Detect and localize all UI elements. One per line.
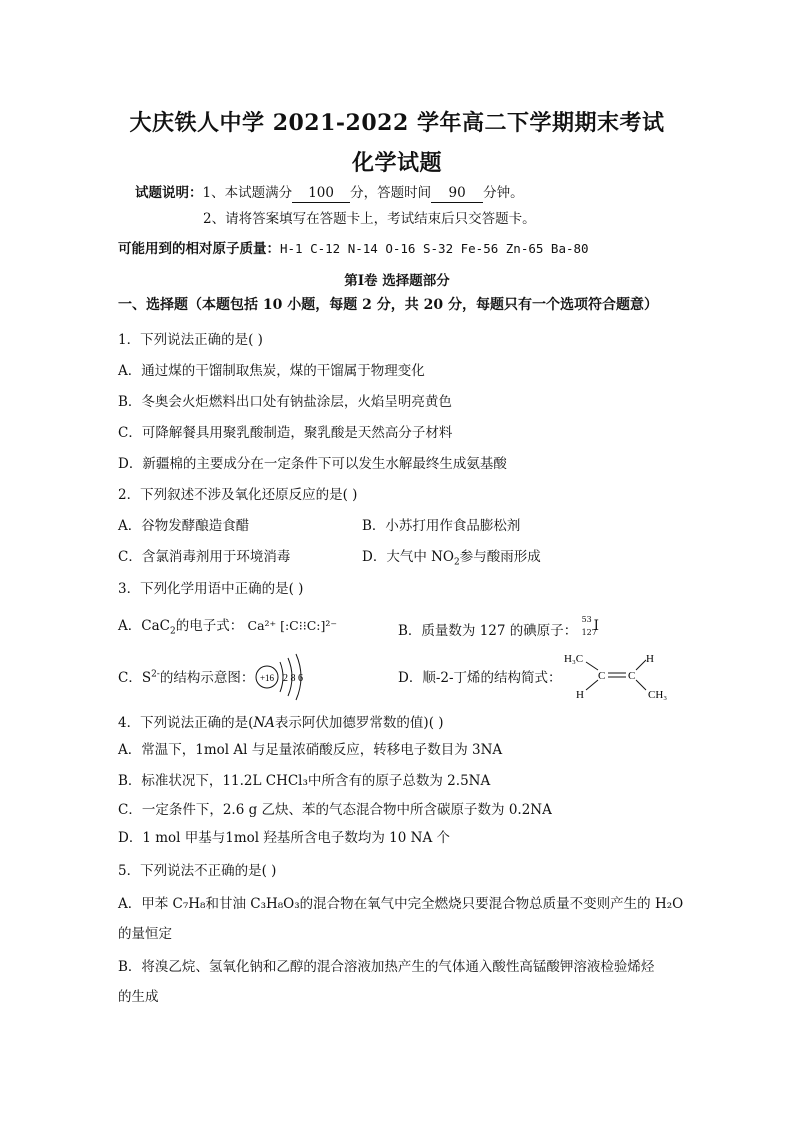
q3-option-d: D．顺-2-丁烯的结构简式： — [398, 670, 562, 686]
q4-option-a: A．常温下，1mol Al 与足量浓硝酸反应，转移电子数目为 3NA — [118, 742, 503, 758]
instructions-line-1: 试题说明：1、本试题满分 100 分，答题时间 90 分钟。 — [135, 185, 524, 201]
q3-option-b: B．质量数为 127 的碘原子： 53 127 I — [398, 617, 602, 640]
svg-text:C: C — [598, 670, 606, 682]
q5-option-b-line-2: 的生成 — [118, 989, 159, 1005]
q1-option-b: B．冬奥会火炬燃料出口处有钠盐涂层，火焰呈明亮黄色 — [118, 394, 452, 410]
instructions-label: 试题说明： — [135, 185, 203, 201]
q5-option-b-line-1: B．将溴乙烷、氢氧化钠和乙醇的混合溶液加热产生的气体通入酸性高锰酸钾溶液检验烯烃 — [118, 959, 655, 975]
q5-stem: 5．下列说法不正确的是( ) — [118, 863, 277, 879]
svg-text:C: C — [628, 670, 636, 682]
exam-subtitle: 化学试题 — [351, 150, 442, 176]
section-heading: 一、选择题（本题包括 10 小题，每题 2 分，共 20 分，每题只有一个选项符合题意） — [118, 297, 658, 313]
atomic-masses: 可能用到的相对原子质量：H-1 C-12 N-14 O-16 S-32 Fe-56 Zn-65 Ba-80 — [118, 241, 589, 257]
q1-option-d: D．新疆棉的主要成分在一定条件下可以发生水解最终生成氨基酸 — [118, 456, 507, 472]
q1-option-a: A．通过煤的干馏制取焦炭，煤的干馏属于物理变化 — [118, 363, 425, 379]
q4-option-c: C．一定条件下，2.6 g 乙炔、苯的气态混合物中所含碳原子数为 0.2NA — [118, 802, 552, 818]
q3-option-a: A．CaC$_2$的电子式： Ca²⁺ [:C⁝⁝C:]²⁻ — [118, 618, 337, 637]
exam-title: 大庆铁人中学 2021-2022 学年高二下学期期末考试 — [129, 110, 665, 136]
q4-option-d: D．1 mol 甲基与1mol 羟基所含电子数均为 10 NA 个 — [118, 830, 450, 846]
q2-option-b: B．小苏打用作食品膨松剂 — [362, 518, 521, 534]
cac2-electron-formula: Ca²⁺ [:C⁝⁝C:]²⁻ — [247, 618, 337, 633]
q2-option-c: C．含氯消毒剂用于环境消毒 — [118, 549, 291, 565]
bond-line — [586, 680, 598, 690]
full-score-value: 100 — [292, 184, 350, 203]
time-value: 90 — [431, 184, 483, 203]
iodine-symbol: 53 127 I — [581, 615, 599, 637]
svg-text:H₃C: H₃C — [564, 653, 584, 665]
svg-text:CH₃: CH₃ — [648, 689, 668, 700]
q2-option-d: D．大气中 $NO_2$参与酸雨形成 — [362, 549, 541, 568]
sulfide-ion-structure-diagram — [252, 652, 312, 702]
q4-stem: 4．下列说法正确的是(NA表示阿伏加德罗常数的值)( ) — [118, 715, 444, 731]
svg-text:2 8 6: 2 8 6 — [283, 673, 303, 684]
q1-option-c: C．可降解餐具用聚乳酸制造，聚乳酸是天然高分子材料 — [118, 425, 453, 441]
bond-line — [586, 662, 598, 670]
cis-2-butene-structure — [560, 648, 680, 700]
q5-option-a-line-2: 的量恒定 — [118, 926, 172, 942]
svg-text:H: H — [576, 689, 584, 700]
bond-line — [636, 660, 646, 670]
q5-option-a-line-1: A．甲苯 C₇H₈和甘油 C₃H₈O₃的混合物在氧气中完全燃烧只要混合物总质量不变则产生的 H₂O — [118, 896, 684, 912]
svg-text:H: H — [646, 653, 654, 665]
q2-stem: 2．下列叙述不涉及氧化还原反应的是( ) — [118, 487, 358, 503]
instructions-line-2: 2、请将答案填写在答题卡上，考试结束后只交答题卡。 — [203, 211, 536, 227]
q2-option-a: A．谷物发酵酿造食醋 — [118, 518, 250, 534]
q1-stem: 1．下列说法正确的是( ) — [118, 332, 263, 348]
svg-text:+16: +16 — [259, 673, 275, 683]
bond-line — [636, 680, 646, 690]
part-title: 第Ⅰ卷 选择题部分 — [344, 273, 450, 289]
q3-option-c: C．$S^{2-}$的结构示意图： — [118, 669, 255, 686]
q4-option-b: B．标准状况下，11.2L CHCl₃中所含有的原子总数为 2.5NA — [118, 773, 491, 789]
q3-stem: 3．下列化学用语中正确的是( ) — [118, 581, 304, 597]
